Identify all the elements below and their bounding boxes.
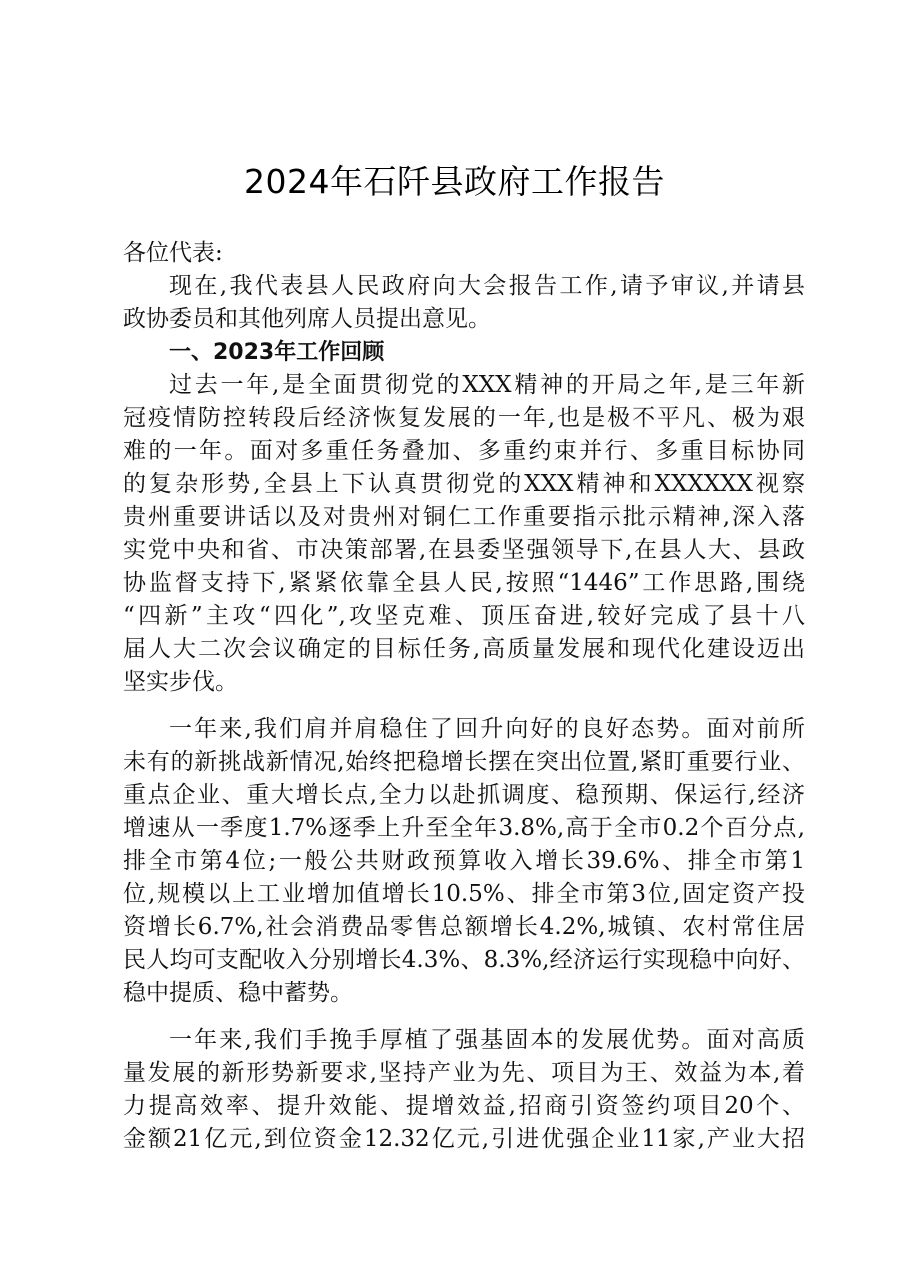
paragraph-line: 排全市第4位;一般公共财政预算收入增长39.6%、排全市第1 (123, 848, 805, 874)
intro-line: 现在,我代表县人民政府向大会报告工作,请予审议,并请县 (169, 273, 805, 299)
paragraph-line: 难的一年。面对多重任务叠加、多重约束并行、多重目标协同 (123, 438, 805, 464)
paragraph-line: 未有的新挑战新情况,始终把稳增长摆在突出位置,紧盯重要行业、 (123, 749, 805, 775)
paragraph-line: 实党中央和省、市决策部署,在县委坚强领导下,在县人大、县政 (123, 537, 805, 563)
paragraph-spacer (123, 1010, 805, 1024)
paragraph-line: 量发展的新形势新要求,坚持产业为先、项目为王、效益为本,着 (123, 1060, 805, 1086)
paragraph-line: 的复杂形势,全县上下认真贯彻党的XXX精神和XXXXXX视察 (123, 471, 805, 497)
paragraph-line: 金额21亿元,到位资金12.32亿元,引进优强企业11家,产业大招 (123, 1126, 805, 1152)
paragraph-line: 届人大二次会议确定的目标任务,高质量发展和现代化建设迈出 (123, 636, 805, 662)
paragraph-line: 过去一年,是全面贯彻党的XXX精神的开局之年,是三年新 (169, 372, 805, 398)
document-title: 2024年石阡县政府工作报告 (244, 162, 665, 201)
paragraph-line: 增速从一季度1.7%逐季上升至全年3.8%,高于全市0.2个百分点, (123, 815, 805, 841)
paragraph-line: 稳中提质、稳中蓄势。 (123, 980, 353, 1006)
section-heading: 一、2023年工作回顾 (169, 340, 385, 365)
paragraph-line: 民人均可支配收入分别增长4.3%、8.3%,经济运行实现稳中向好、 (123, 947, 805, 973)
paragraph-line: “四新”主攻“四化”,攻坚克难、顶压奋进,较好完成了县十八 (123, 603, 805, 629)
paragraph-line: 一年来,我们肩并肩稳住了回升向好的良好态势。面对前所 (169, 716, 805, 742)
paragraph-line: 协监督支持下,紧紧依靠全县人民,按照“1446”工作思路,围绕 (123, 570, 805, 596)
document-body (123, 237, 805, 1156)
paragraph-line: 力提高效率、提升效能、提增效益,招商引资签约项目20个、 (123, 1093, 805, 1119)
paragraph-line: 重点企业、重大增长点,全力以赴抓调度、稳预期、保运行,经济 (123, 782, 805, 808)
paragraph-spacer (123, 699, 805, 713)
paragraph-line: 位,规模以上工业增加值增长10.5%、排全市第3位,固定资产投 (123, 881, 805, 907)
intro-line: 政协委员和其他列席人员提出意见。 (123, 306, 491, 332)
paragraph-line: 冠疫情防控转段后经济恢复发展的一年,也是极不平凡、极为艰 (123, 405, 805, 431)
salutation: 各位代表: (123, 240, 223, 266)
paragraph-line: 资增长6.7%,社会消费品零售总额增长4.2%,城镇、农村常住居 (123, 914, 805, 940)
paragraph-line: 坚实步伐。 (123, 669, 238, 695)
paragraph-line: 一年来,我们手挽手厚植了强基固本的发展优势。面对高质 (169, 1027, 805, 1053)
paragraph-line: 贵州重要讲话以及对贵州对铜仁工作重要指示批示精神,深入落 (123, 504, 805, 530)
